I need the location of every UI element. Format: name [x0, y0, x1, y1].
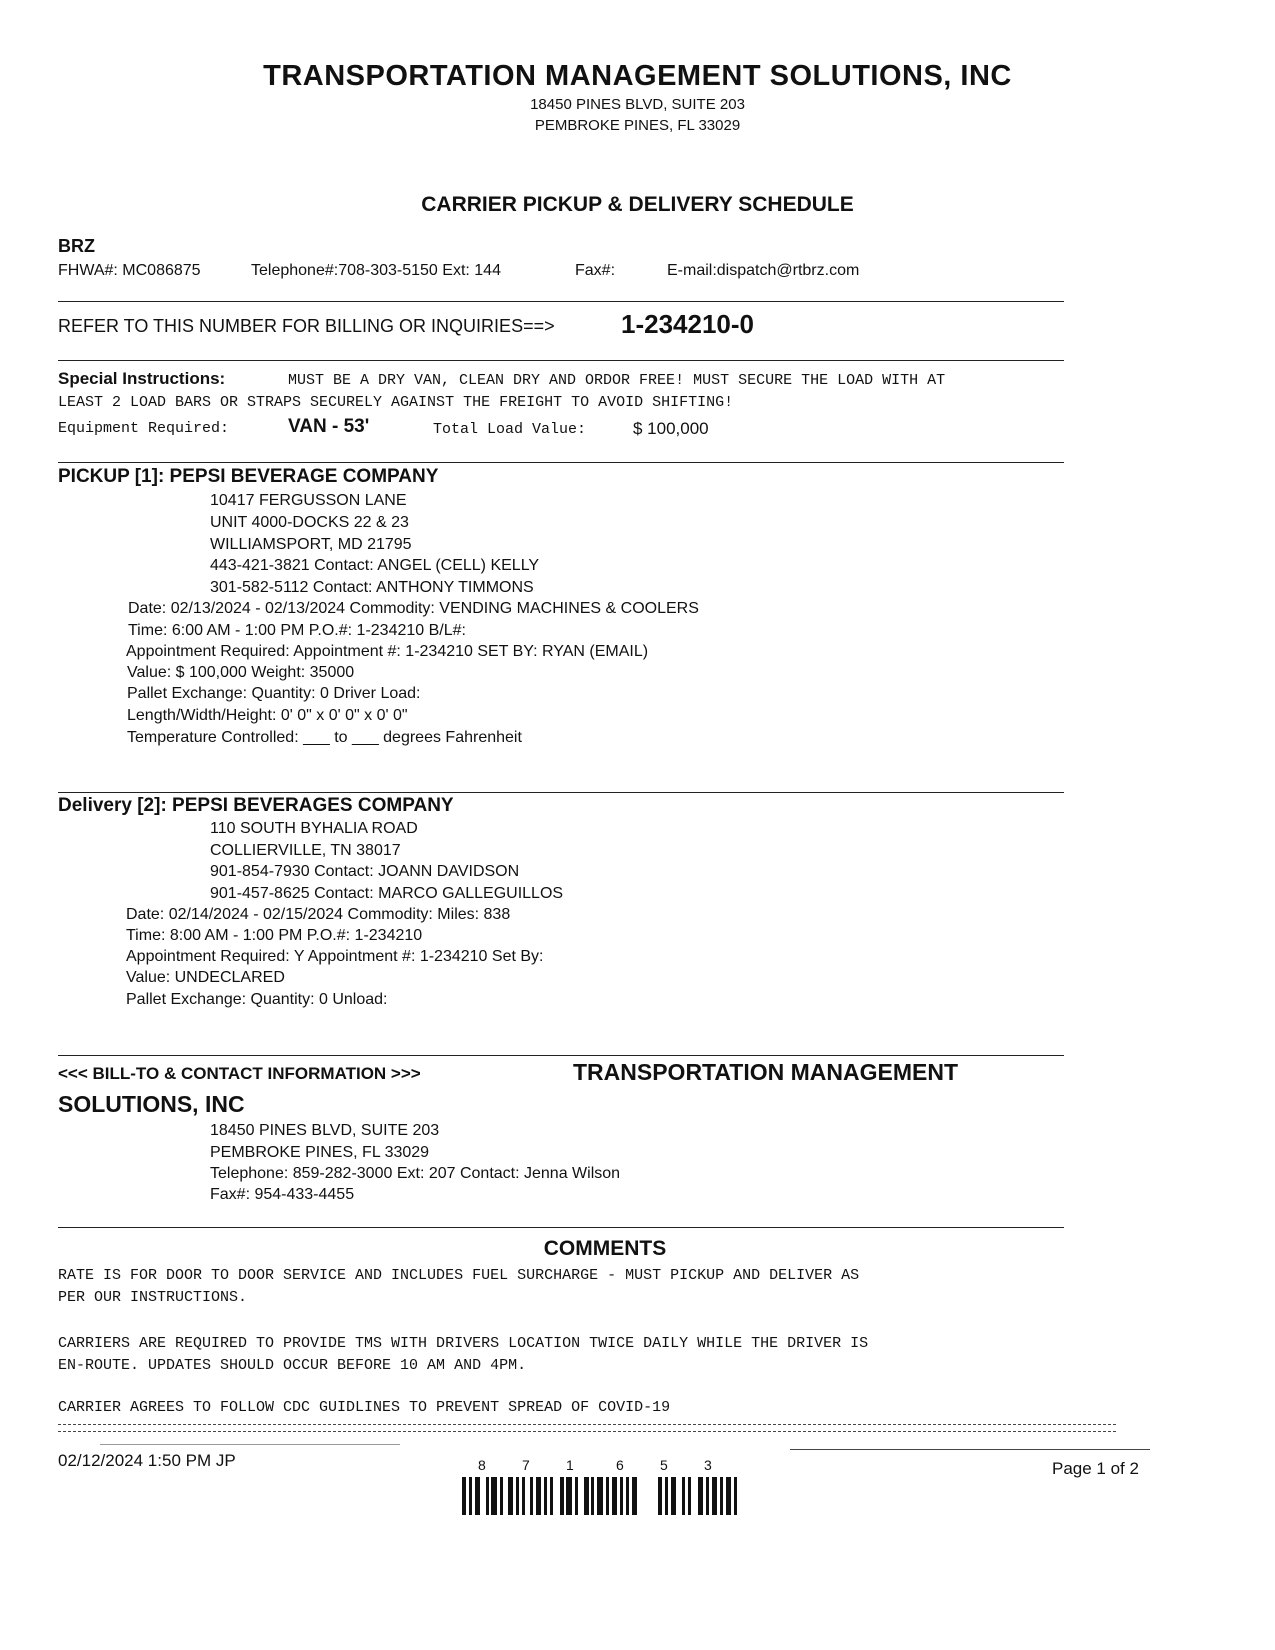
- pickup-detail: Length/Width/Height: 0' 0" x 0' 0" x 0' 0": [127, 707, 408, 724]
- billto-line: PEMBROKE PINES, FL 33029: [210, 1144, 430, 1161]
- delivery-contact: 901-854-7930 Contact: JOANN DAVIDSON: [210, 863, 520, 880]
- footer-rule: [790, 1449, 1150, 1450]
- delivery-line: 110 SOUTH BYHALIA ROAD: [210, 820, 418, 837]
- equipment-value: VAN - 53': [288, 416, 370, 437]
- dashed-divider: [58, 1424, 1116, 1425]
- pickup-contact: 443-421-3821 Contact: ANGEL (CELL) KELLY: [210, 557, 540, 574]
- pickup-line: WILLIAMSPORT, MD 21795: [210, 536, 412, 553]
- barcode-digit: 6: [616, 1457, 624, 1473]
- divider: [58, 792, 1064, 793]
- pickup-detail: Date: 02/13/2024 - 02/13/2024 Commodity: VENDING MACHINES & COOLERS: [128, 600, 699, 617]
- delivery-line: COLLIERVILLE, TN 38017: [210, 842, 401, 859]
- comment-paragraph: CARRIERS ARE REQUIRED TO PROVIDE TMS WITH DRIVERS LOCATION TWICE DAILY WHILE THE DRIVER IS EN-ROUTE. UPDATES SHOULD OCCUR BEFORE 10 AM AND 4PM.: [58, 1335, 869, 1374]
- pickup-line: UNIT 4000-DOCKS 22 & 23: [210, 514, 409, 531]
- billing-number: 1-234210-0: [621, 309, 754, 339]
- barcode-bars: [460, 1477, 750, 1515]
- barcode-digit: 7: [522, 1457, 530, 1473]
- pickup-title: PICKUP [1]: PEPSI BEVERAGE COMPANY: [58, 466, 439, 487]
- delivery-detail: Pallet Exchange: Quantity: 0 Unload:: [126, 991, 388, 1008]
- total-load-value-label: Total Load Value:: [433, 421, 587, 438]
- company-address-line1: 18450 PINES BLVD, SUITE 203: [530, 96, 745, 113]
- barcode-digit: 1: [566, 1457, 574, 1473]
- pickup-contact: 301-582-5112 Contact: ANTHONY TIMMONS: [210, 579, 534, 596]
- barcode: [460, 1457, 750, 1517]
- carrier-fhwa: FHWA#: MC086875: [58, 262, 201, 279]
- pickup-line: 10417 FERGUSSON LANE: [210, 492, 407, 509]
- billto-company-a: TRANSPORTATION MANAGEMENT: [573, 1059, 959, 1085]
- carrier-telephone: Telephone#:708-303-5150 Ext: 144: [251, 262, 501, 279]
- billto-company-b: SOLUTIONS, INC: [58, 1091, 245, 1117]
- special-instructions-label: Special Instructions:: [58, 369, 226, 388]
- pickup-detail: Appointment Required: Appointment #: 1-234210 SET BY: RYAN (EMAIL): [126, 643, 649, 660]
- comments-title: COMMENTS: [543, 1237, 667, 1260]
- barcode-digit: 3: [704, 1457, 712, 1473]
- billto-line: 18450 PINES BLVD, SUITE 203: [210, 1122, 440, 1139]
- barcode-digit: 8: [478, 1457, 486, 1473]
- pickup-detail: Temperature Controlled: ___ to ___ degrees Fahrenheit: [127, 729, 522, 746]
- page-number: Page 1 of 2: [1052, 1459, 1139, 1478]
- pickup-detail: Value: $ 100,000 Weight: 35000: [127, 664, 355, 681]
- carrier-email: E-mail:dispatch@rtbrz.com: [667, 262, 860, 279]
- dashed-divider: [58, 1431, 1116, 1432]
- divider: [58, 1227, 1064, 1228]
- pickup-detail: Time: 6:00 AM - 1:00 PM P.O.#: 1-234210 B/L#:: [128, 622, 466, 639]
- special-instructions-line2: LEAST 2 LOAD BARS OR STRAPS SECURELY AGAINST THE FREIGHT TO AVOID SHIFTING!: [58, 394, 734, 411]
- pickup-detail: Pallet Exchange: Quantity: 0 Driver Load:: [127, 685, 421, 702]
- billto-fax: Fax#: 954-433-4455: [210, 1186, 355, 1203]
- delivery-contact: 901-457-8625 Contact: MARCO GALLEGUILLOS: [210, 885, 564, 902]
- document-title: CARRIER PICKUP & DELIVERY SCHEDULE: [421, 193, 854, 216]
- divider: [58, 1055, 1064, 1056]
- special-instructions-line1: MUST BE A DRY VAN, CLEAN DRY AND ORDOR FREE! MUST SECURE THE LOAD WITH AT: [288, 372, 946, 389]
- total-load-value: $ 100,000: [633, 419, 709, 438]
- comment-paragraph: RATE IS FOR DOOR TO DOOR SERVICE AND INCLUDES FUEL SURCHARGE - MUST PICKUP AND DELIVER AS PER OUR INSTRUCTIONS.: [58, 1267, 860, 1306]
- delivery-title: Delivery [2]: PEPSI BEVERAGES COMPANY: [58, 795, 454, 816]
- billto-label: <<< BILL-TO & CONTACT INFORMATION >>>: [58, 1064, 421, 1083]
- divider: [58, 462, 1064, 463]
- comment-paragraph: CARRIER AGREES TO FOLLOW CDC GUIDLINES TO PREVENT SPREAD OF COVID-19: [58, 1399, 671, 1416]
- print-timestamp: 02/12/2024 1:50 PM JP: [58, 1451, 236, 1470]
- divider: [58, 301, 1064, 302]
- delivery-detail: Appointment Required: Y Appointment #: 1-234210 Set By:: [126, 948, 544, 965]
- billing-refer-label: REFER TO THIS NUMBER FOR BILLING OR INQUIRIES==>: [58, 316, 555, 336]
- equipment-label: Equipment Required:: [58, 420, 230, 437]
- delivery-detail: Value: UNDECLARED: [126, 969, 285, 986]
- delivery-detail: Date: 02/14/2024 - 02/15/2024 Commodity: Miles: 838: [126, 906, 511, 923]
- company-address-line2: PEMBROKE PINES, FL 33029: [534, 117, 741, 134]
- footer-rule: [100, 1444, 400, 1445]
- billto-telephone: Telephone: 859-282-3000 Ext: 207 Contact: Jenna Wilson: [210, 1165, 621, 1182]
- carrier-fax: Fax#:: [575, 262, 616, 279]
- company-title: TRANSPORTATION MANAGEMENT SOLUTIONS, INC: [263, 60, 1012, 92]
- carrier-name: BRZ: [58, 236, 95, 256]
- delivery-detail: Time: 8:00 AM - 1:00 PM P.O.#: 1-234210: [126, 927, 423, 944]
- divider: [58, 360, 1064, 361]
- barcode-digit: 5: [660, 1457, 668, 1473]
